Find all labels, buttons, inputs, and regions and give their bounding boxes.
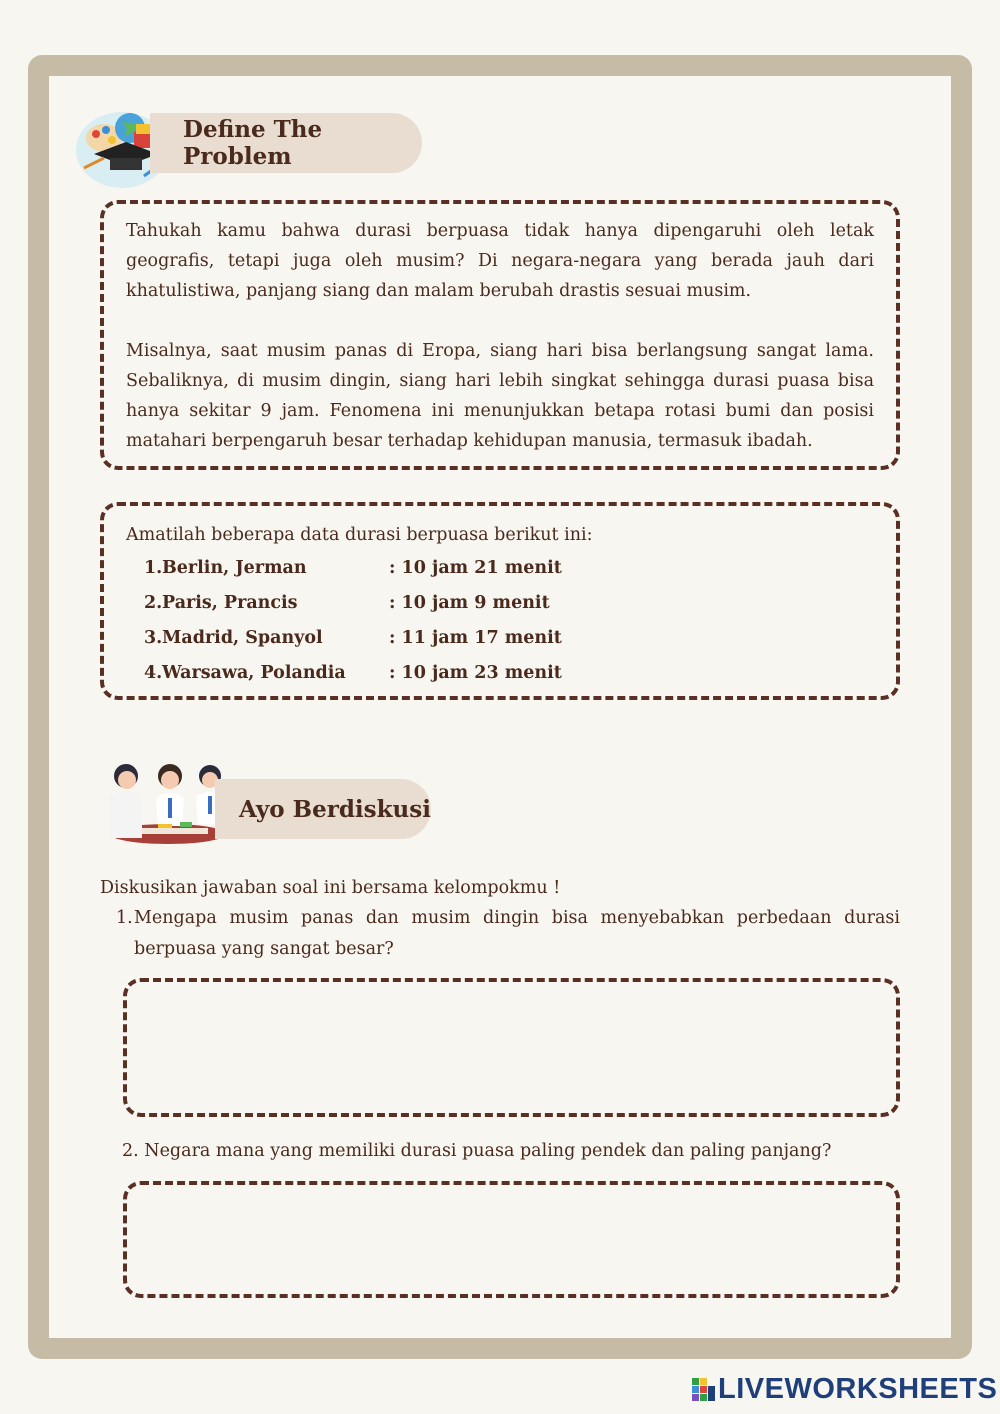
row-number: 4. xyxy=(144,662,163,683)
row-number: 3. xyxy=(144,627,163,648)
row-city: Berlin, Jerman xyxy=(162,557,307,578)
problem-paragraph: Tahukah kamu bahwa durasi berpuasa tidak hanya dipengaruhi oleh letak geografis, tetapi juga oleh musim? Di negara-negara yang berada jauh dari khatulistiwa, panjang siang dan malam berubah drastis sesuai musim. xyxy=(126,221,874,301)
data-row xyxy=(126,585,874,620)
answer-box-1[interactable] xyxy=(123,978,900,1117)
answer-box-2[interactable] xyxy=(123,1181,900,1298)
data-row xyxy=(126,620,874,655)
question-text: Mengapa musim panas dan musim dingin bisa menyebabkan perbedaan durasi berpuasa yang sangat besar? xyxy=(134,908,900,959)
data-intro: Amatilah beberapa data durasi berpuasa berikut ini: xyxy=(126,525,593,545)
row-duration: : 10 jam 9 menit xyxy=(389,592,550,613)
question-number: 1. xyxy=(116,908,133,928)
section-title-define-problem: Define The Problem xyxy=(150,113,422,173)
row-city: Warsawa, Polandia xyxy=(162,662,346,683)
data-row xyxy=(126,550,874,585)
data-row xyxy=(126,655,874,690)
problem-text-box xyxy=(100,200,900,470)
discussion-intro: Diskusikan jawaban soal ini bersama kelompokmu ! xyxy=(100,878,561,898)
problem-paragraph: Misalnya, saat musim panas di Eropa, siang hari bisa berlangsung sangat lama. Sebaliknya, di musim dingin, siang hari lebih singkat sehingga durasi puasa bisa hanya sekitar 9 jam. Fenomena ini menunjukkan betapa rotasi bumi dan posisi matahari berpengaruh besar terhadap kehidupan manusia, termasuk ibadah. xyxy=(126,341,874,451)
row-number: 2. xyxy=(144,592,163,613)
brand-name: LIVEWORKSHEETS xyxy=(718,1373,998,1405)
row-city: Madrid, Spanyol xyxy=(162,627,323,648)
liveworksheets-logo-icon xyxy=(692,1378,716,1402)
row-duration: : 10 jam 21 menit xyxy=(389,557,562,578)
liveworksheets-brand xyxy=(692,1373,997,1406)
fasting-data-box xyxy=(100,502,900,700)
row-number: 1. xyxy=(144,557,163,578)
section-title-discussion: Ayo Berdiskusi xyxy=(215,779,431,839)
question-1 xyxy=(116,903,900,965)
question-2: 2. Negara mana yang memiliki durasi puasa paling pendek dan paling panjang? xyxy=(122,1141,832,1161)
students-discussion-icon xyxy=(98,758,233,850)
row-duration: : 10 jam 23 menit xyxy=(389,662,562,683)
row-duration: : 11 jam 17 menit xyxy=(389,627,562,648)
row-city: Paris, Prancis xyxy=(162,592,298,613)
